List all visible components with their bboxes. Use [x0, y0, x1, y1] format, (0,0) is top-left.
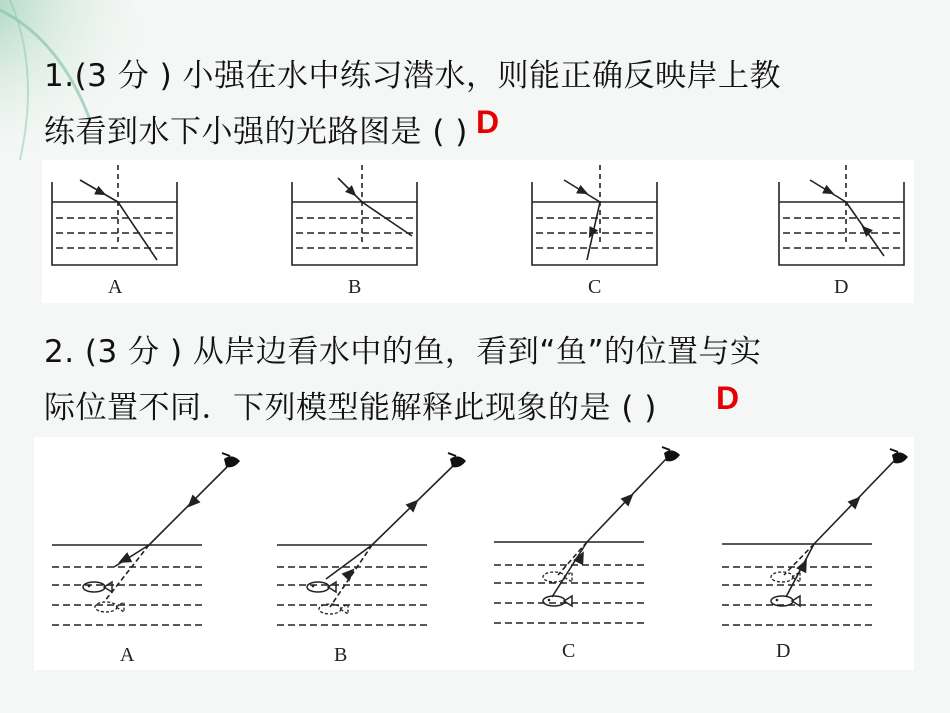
q2-option-b-diagram: [277, 465, 454, 625]
q1-label-a: A: [108, 276, 123, 298]
q1-label-d: D: [834, 276, 849, 298]
question-1-line-1: 1.(3 分 ) 小强在水中练习潜水，则能正确反映岸上教: [44, 58, 782, 94]
q2-label-d: D: [776, 640, 791, 662]
question-1-line-2: 练看到水下小强的光路图是 ( ): [44, 114, 468, 150]
question-2-line-1: 2. (3 分 ) 从岸边看水中的鱼，看到“鱼”的位置与实: [44, 334, 762, 370]
question-1-answer: D: [476, 104, 500, 140]
q1-label-c: C: [588, 276, 602, 298]
question-2-answer: D: [716, 380, 740, 416]
question-2-line-2: 际位置不同．下列模型能解释此现象的是 ( ): [44, 390, 657, 426]
question-2-figure: [34, 437, 914, 670]
question-1-diagrams: [42, 160, 914, 303]
q1-option-a-diagram: [52, 165, 177, 265]
q2-a-image-fish-icon: [95, 602, 124, 612]
q2-b-eye-icon: [448, 453, 466, 467]
q1-label-b: B: [348, 276, 362, 298]
q1-option-d-diagram: [779, 165, 904, 265]
q1-option-b-diagram: [292, 165, 417, 265]
q2-option-c-diagram: [494, 459, 666, 623]
q2-d-fish-icon: [771, 596, 800, 606]
question-2-diagrams: [34, 437, 914, 670]
q2-a-fish-icon: [83, 582, 112, 592]
q2-label-a: A: [120, 644, 135, 666]
q1-option-c-diagram: [532, 165, 657, 265]
q2-a-eye-icon: [222, 453, 240, 467]
question-1-figure: [42, 160, 914, 303]
q2-c-fish-icon: [543, 596, 572, 606]
q2-option-d-diagram: [722, 461, 894, 625]
q2-b-fish-icon: [307, 582, 336, 592]
q2-option-a-diagram: [52, 467, 227, 625]
q2-label-b: B: [334, 644, 348, 666]
q2-label-c: C: [562, 640, 576, 662]
